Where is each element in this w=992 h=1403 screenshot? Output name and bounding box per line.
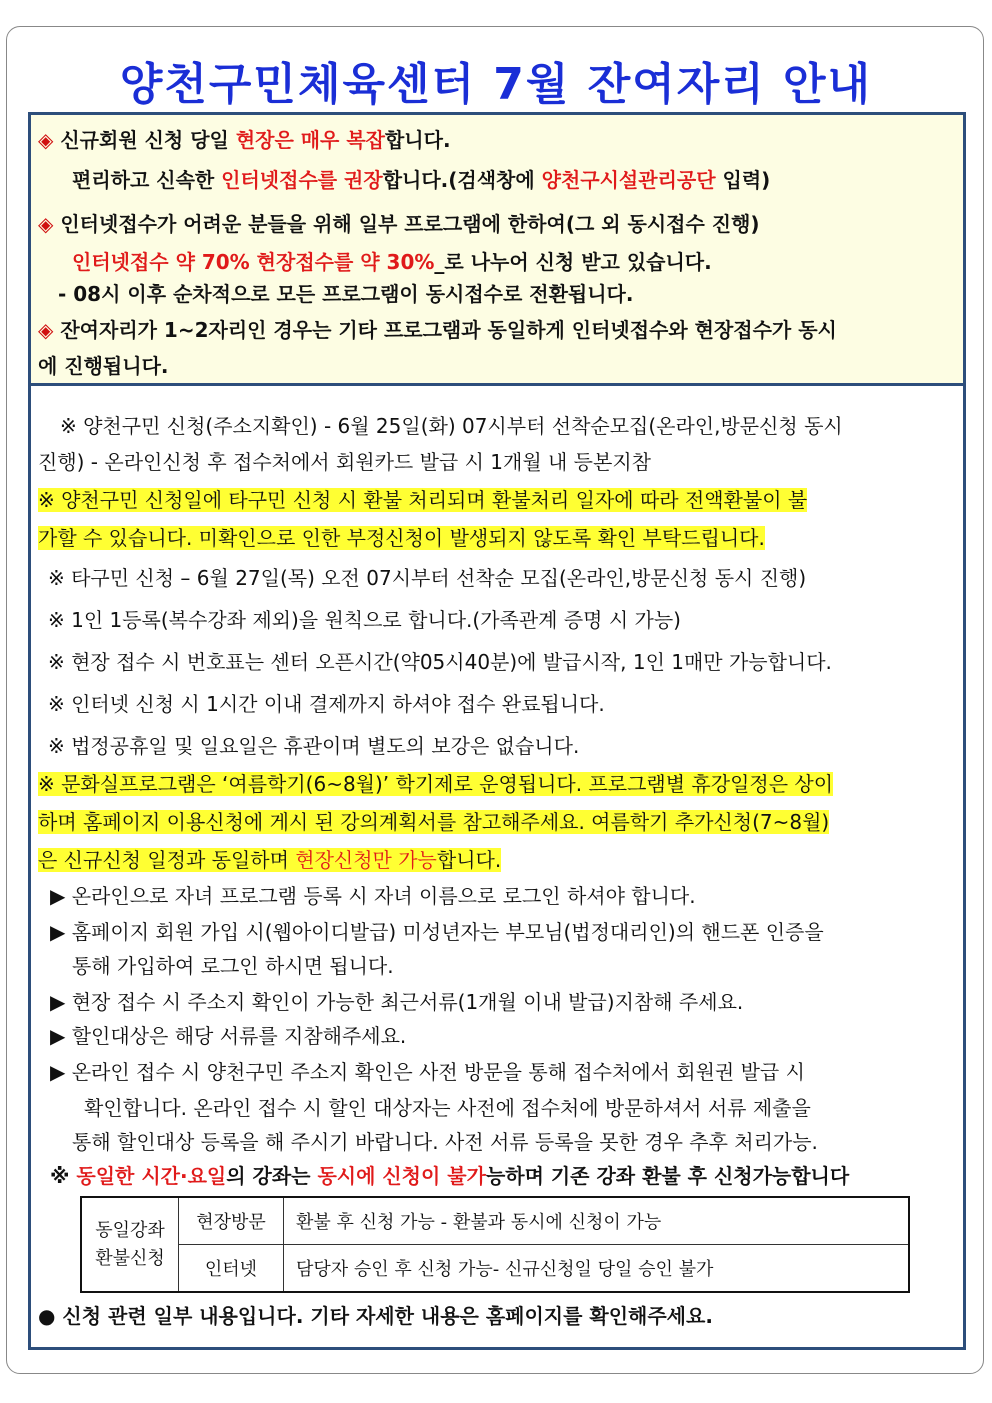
page-title: 양천구민체육센터 7월 잔여자리 안내 xyxy=(119,59,873,110)
arrow-item: ▶ 현장 접수 시 주소지 확인이 가능한 최근서류(1개월 이내 발급)지참해 주세요. xyxy=(50,990,744,1014)
highlight-line: 가할 수 있습니다. 미확인으로 인한 부정신청이 발생되지 않도록 확인 부탁드립니다. xyxy=(38,526,765,550)
highlight-line: ※ 문화실프로그램은 ‘여름학기(6~8월)’ 학기제로 운영됩니다. 프로그램별 휴강일정은 상이 xyxy=(38,772,834,796)
notice-line-5: - 08시 이후 순차적으로 모든 프로그램이 동시접수로 전환됩니다. xyxy=(58,282,634,306)
info-line: ※ 법정공휴일 및 일요일은 휴관이며 별도의 보강은 없습니다. xyxy=(48,734,580,758)
arrow-item: ▶ 할인대상은 해당 서류를 지참해주세요. xyxy=(50,1024,407,1048)
arrow-item: ▶ 홈페이지 회원 가입 시(웹아이디발급) 미성년자는 부모님(법정대리인)의 핸드폰 인증을 xyxy=(50,920,824,944)
notice-line-6: ◈ 잔여자리가 1~2자리인 경우는 기타 프로그램과 동일하게 인터넷접수와 현장접수가 동시 xyxy=(38,318,837,342)
diamond-bullet-icon: ◈ xyxy=(38,318,54,342)
info-line: 진행) - 온라인신청 후 접수처에서 회원카드 발급 시 1개월 내 등본지참 xyxy=(38,450,651,474)
info-line: ※ 인터넷 신청 시 1시간 이내 결제까지 하셔야 접수 완료됩니다. xyxy=(48,692,605,716)
notice-line-7: 에 진행됩니다. xyxy=(38,354,169,378)
table-row xyxy=(81,1197,909,1245)
warning-line: ※ 동일한 시간·요일의 강좌는 동시에 신청이 불가능하며 기존 강좌 환불 후 신청가능합니다 xyxy=(50,1164,850,1188)
highlight-line: ※ 양천구민 신청일에 타구민 신청 시 환불 처리되며 환불처리 일자에 따라 전액환불이 불 xyxy=(38,488,808,512)
refund-table xyxy=(80,1196,910,1293)
highlight-line: 하며 홈페이지 이용신청에 게시 된 강의계획서를 참고해주세요. 여름학기 추가신청(7~8월) xyxy=(38,810,830,834)
arrow-item: ▶ 온라인 접수 시 양천구민 주소지 확인은 사전 방문을 통해 접수처에서 회원권 발급 시 xyxy=(50,1060,805,1084)
arrow-item: ▶ 온라인으로 자녀 프로그램 등록 시 자녀 이름으로 로그인 하셔야 합니다. xyxy=(50,884,696,908)
info-line: ※ 타구민 신청 – 6월 27일(목) 오전 07시부터 선착순 모집(온라인,방문신청 동시 진행) xyxy=(48,566,807,590)
table-cell-type: 현장방문 xyxy=(179,1197,284,1245)
table-cell-type: 인터넷 xyxy=(179,1245,284,1293)
highlight-line: 은 신규신청 일정과 동일하며 현장신청만 가능합니다. xyxy=(38,848,502,872)
table-cell-desc: 담당자 승인 후 신청 가능- 신규신청일 당일 승인 불가 xyxy=(284,1245,910,1293)
notice-line-4: 인터넷접수 약 70% 현장접수를 약 30%_로 나누어 신청 받고 있습니다. xyxy=(72,250,712,274)
table-row-header: 동일강좌 환불신청 xyxy=(81,1197,179,1292)
table-cell-desc: 환불 후 신청 가능 - 환불과 동시에 신청이 가능 xyxy=(284,1197,910,1245)
info-line: ※ 현장 접수 시 번호표는 센터 오픈시간(약05시40분)에 발급시작, 1인 1매만 가능합니다. xyxy=(48,650,832,674)
info-line: ※ 1인 1등록(복수강좌 제외)을 원칙으로 합니다.(가족관계 증명 시 가능) xyxy=(48,608,681,632)
arrow-item-cont: 통해 할인대상 등록을 해 주시기 바랍니다. 사전 서류 등록을 못한 경우 추후 처리가능. xyxy=(72,1130,818,1154)
info-line: ※ 양천구민 신청(주소지확인) - 6월 25일(화) 07시부터 선착순모집(온라인,방문신청 동시 xyxy=(60,414,843,438)
diamond-bullet-icon: ◈ xyxy=(38,128,54,152)
diamond-bullet-icon: ◈ xyxy=(38,212,54,236)
arrow-item-cont: 통해 가입하여 로그인 하시면 됩니다. xyxy=(72,954,394,978)
footer-note: ● 신청 관련 일부 내용입니다. 기타 자세한 내용은 홈페이지를 확인해주세요. xyxy=(38,1304,713,1328)
notice-line-1: ◈ 신규회원 신청 당일 현장은 매우 복잡합니다. xyxy=(38,128,451,152)
table-row xyxy=(81,1245,909,1293)
notice-line-2: 편리하고 신속한 인터넷접수를 권장합니다.(검색창에 양천구시설관리공단 입력) xyxy=(72,168,771,192)
notice-line-3: ◈ 인터넷접수가 어려운 분들을 위해 일부 프로그램에 한하여(그 외 동시접수 진행) xyxy=(38,212,760,236)
arrow-item-cont: 확인합니다. 온라인 접수 시 할인 대상자는 사전에 접수처에 방문하셔서 서류 제출을 xyxy=(84,1096,811,1120)
